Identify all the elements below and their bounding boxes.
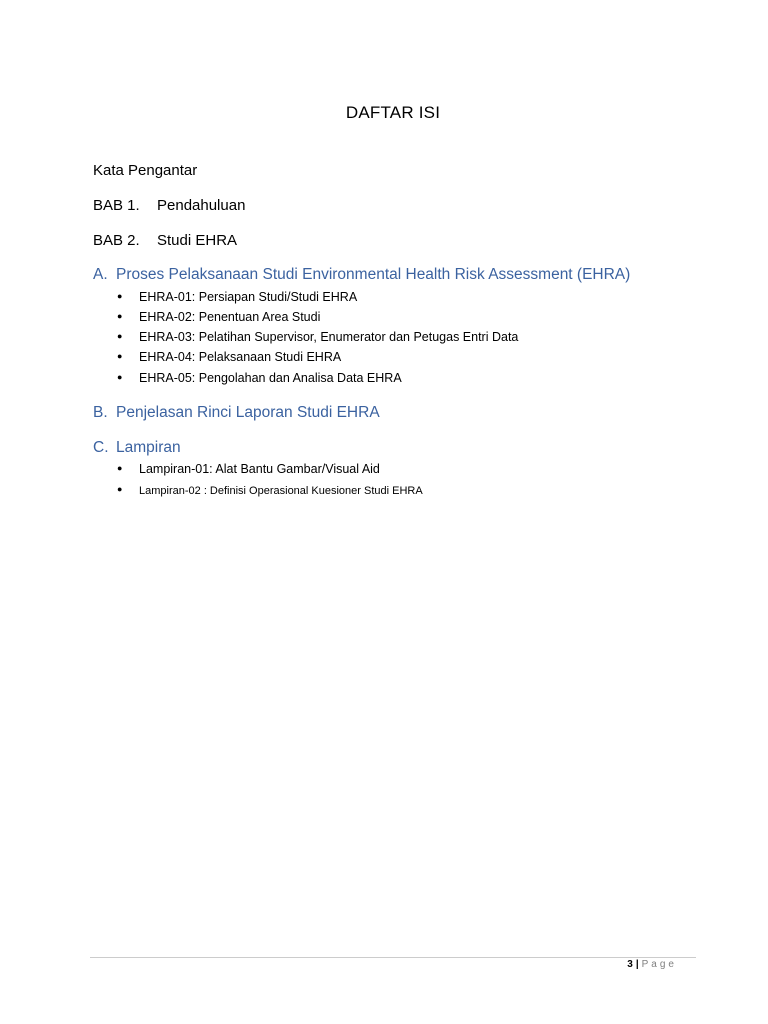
list-item[interactable] bbox=[117, 484, 423, 497]
section-heading-a[interactable] bbox=[93, 266, 630, 284]
bullet-icon: ● bbox=[117, 484, 123, 494]
page-number: 3 bbox=[627, 959, 633, 970]
footer-separator: | bbox=[635, 959, 639, 970]
page-label: Page bbox=[641, 959, 677, 970]
bullet-icon: ● bbox=[117, 331, 123, 341]
list-item-text: Lampiran-02 : Definisi Operasional Kuesioner Studi EHRA bbox=[139, 485, 423, 497]
toc-entry-text: Pendahuluan bbox=[157, 197, 246, 214]
section-heading-b[interactable] bbox=[93, 404, 380, 422]
toc-entry-bab-2[interactable] bbox=[93, 232, 237, 249]
toc-entry-kata-pengantar[interactable] bbox=[93, 162, 197, 179]
section-letter: C. bbox=[93, 439, 109, 456]
bullet-icon: ● bbox=[117, 291, 123, 301]
toc-entry-text: Studi EHRA bbox=[157, 232, 238, 249]
toc-entry-text: Kata Pengantar bbox=[93, 162, 198, 179]
section-letter: B. bbox=[93, 404, 108, 421]
list-item-text: EHRA-05: Pengolahan dan Analisa Data EHRA bbox=[139, 371, 402, 385]
toc-entry-number: BAB 1. bbox=[93, 197, 140, 214]
section-letter: A. bbox=[93, 266, 108, 283]
bullet-icon: ● bbox=[117, 372, 123, 382]
list-item[interactable] bbox=[117, 462, 380, 476]
bullet-icon: ● bbox=[117, 463, 123, 473]
list-item[interactable] bbox=[117, 310, 320, 324]
list-item-text: EHRA-02: Penentuan Area Studi bbox=[139, 310, 321, 324]
toc-entry-bab-1[interactable] bbox=[93, 197, 245, 214]
toc-entry-number: BAB 2. bbox=[93, 232, 140, 249]
list-item[interactable] bbox=[117, 371, 402, 385]
bullet-icon: ● bbox=[117, 351, 123, 361]
list-item[interactable] bbox=[117, 330, 518, 344]
list-item[interactable] bbox=[117, 350, 341, 364]
section-title: Penjelasan Rinci Laporan Studi EHRA bbox=[116, 404, 380, 421]
footer-divider bbox=[90, 957, 696, 958]
list-item-text: EHRA-03: Pelatihan Supervisor, Enumerator dan Petugas Entri Data bbox=[139, 330, 519, 344]
list-item-text: EHRA-04: Pelaksanaan Studi EHRA bbox=[139, 350, 342, 364]
bullet-icon: ● bbox=[117, 311, 123, 321]
section-heading-c[interactable] bbox=[93, 439, 181, 457]
list-item-text: Lampiran-01: Alat Bantu Gambar/Visual Aid bbox=[139, 462, 380, 476]
page-footer bbox=[627, 959, 677, 970]
section-title: Proses Pelaksanaan Studi Environmental Health Risk Assessment (EHRA) bbox=[116, 266, 631, 283]
section-title: Lampiran bbox=[116, 439, 181, 456]
page-title: DAFTAR ISI bbox=[345, 103, 441, 122]
list-item-text: EHRA-01: Persiapan Studi/Studi EHRA bbox=[139, 290, 358, 304]
list-item[interactable] bbox=[117, 290, 357, 304]
